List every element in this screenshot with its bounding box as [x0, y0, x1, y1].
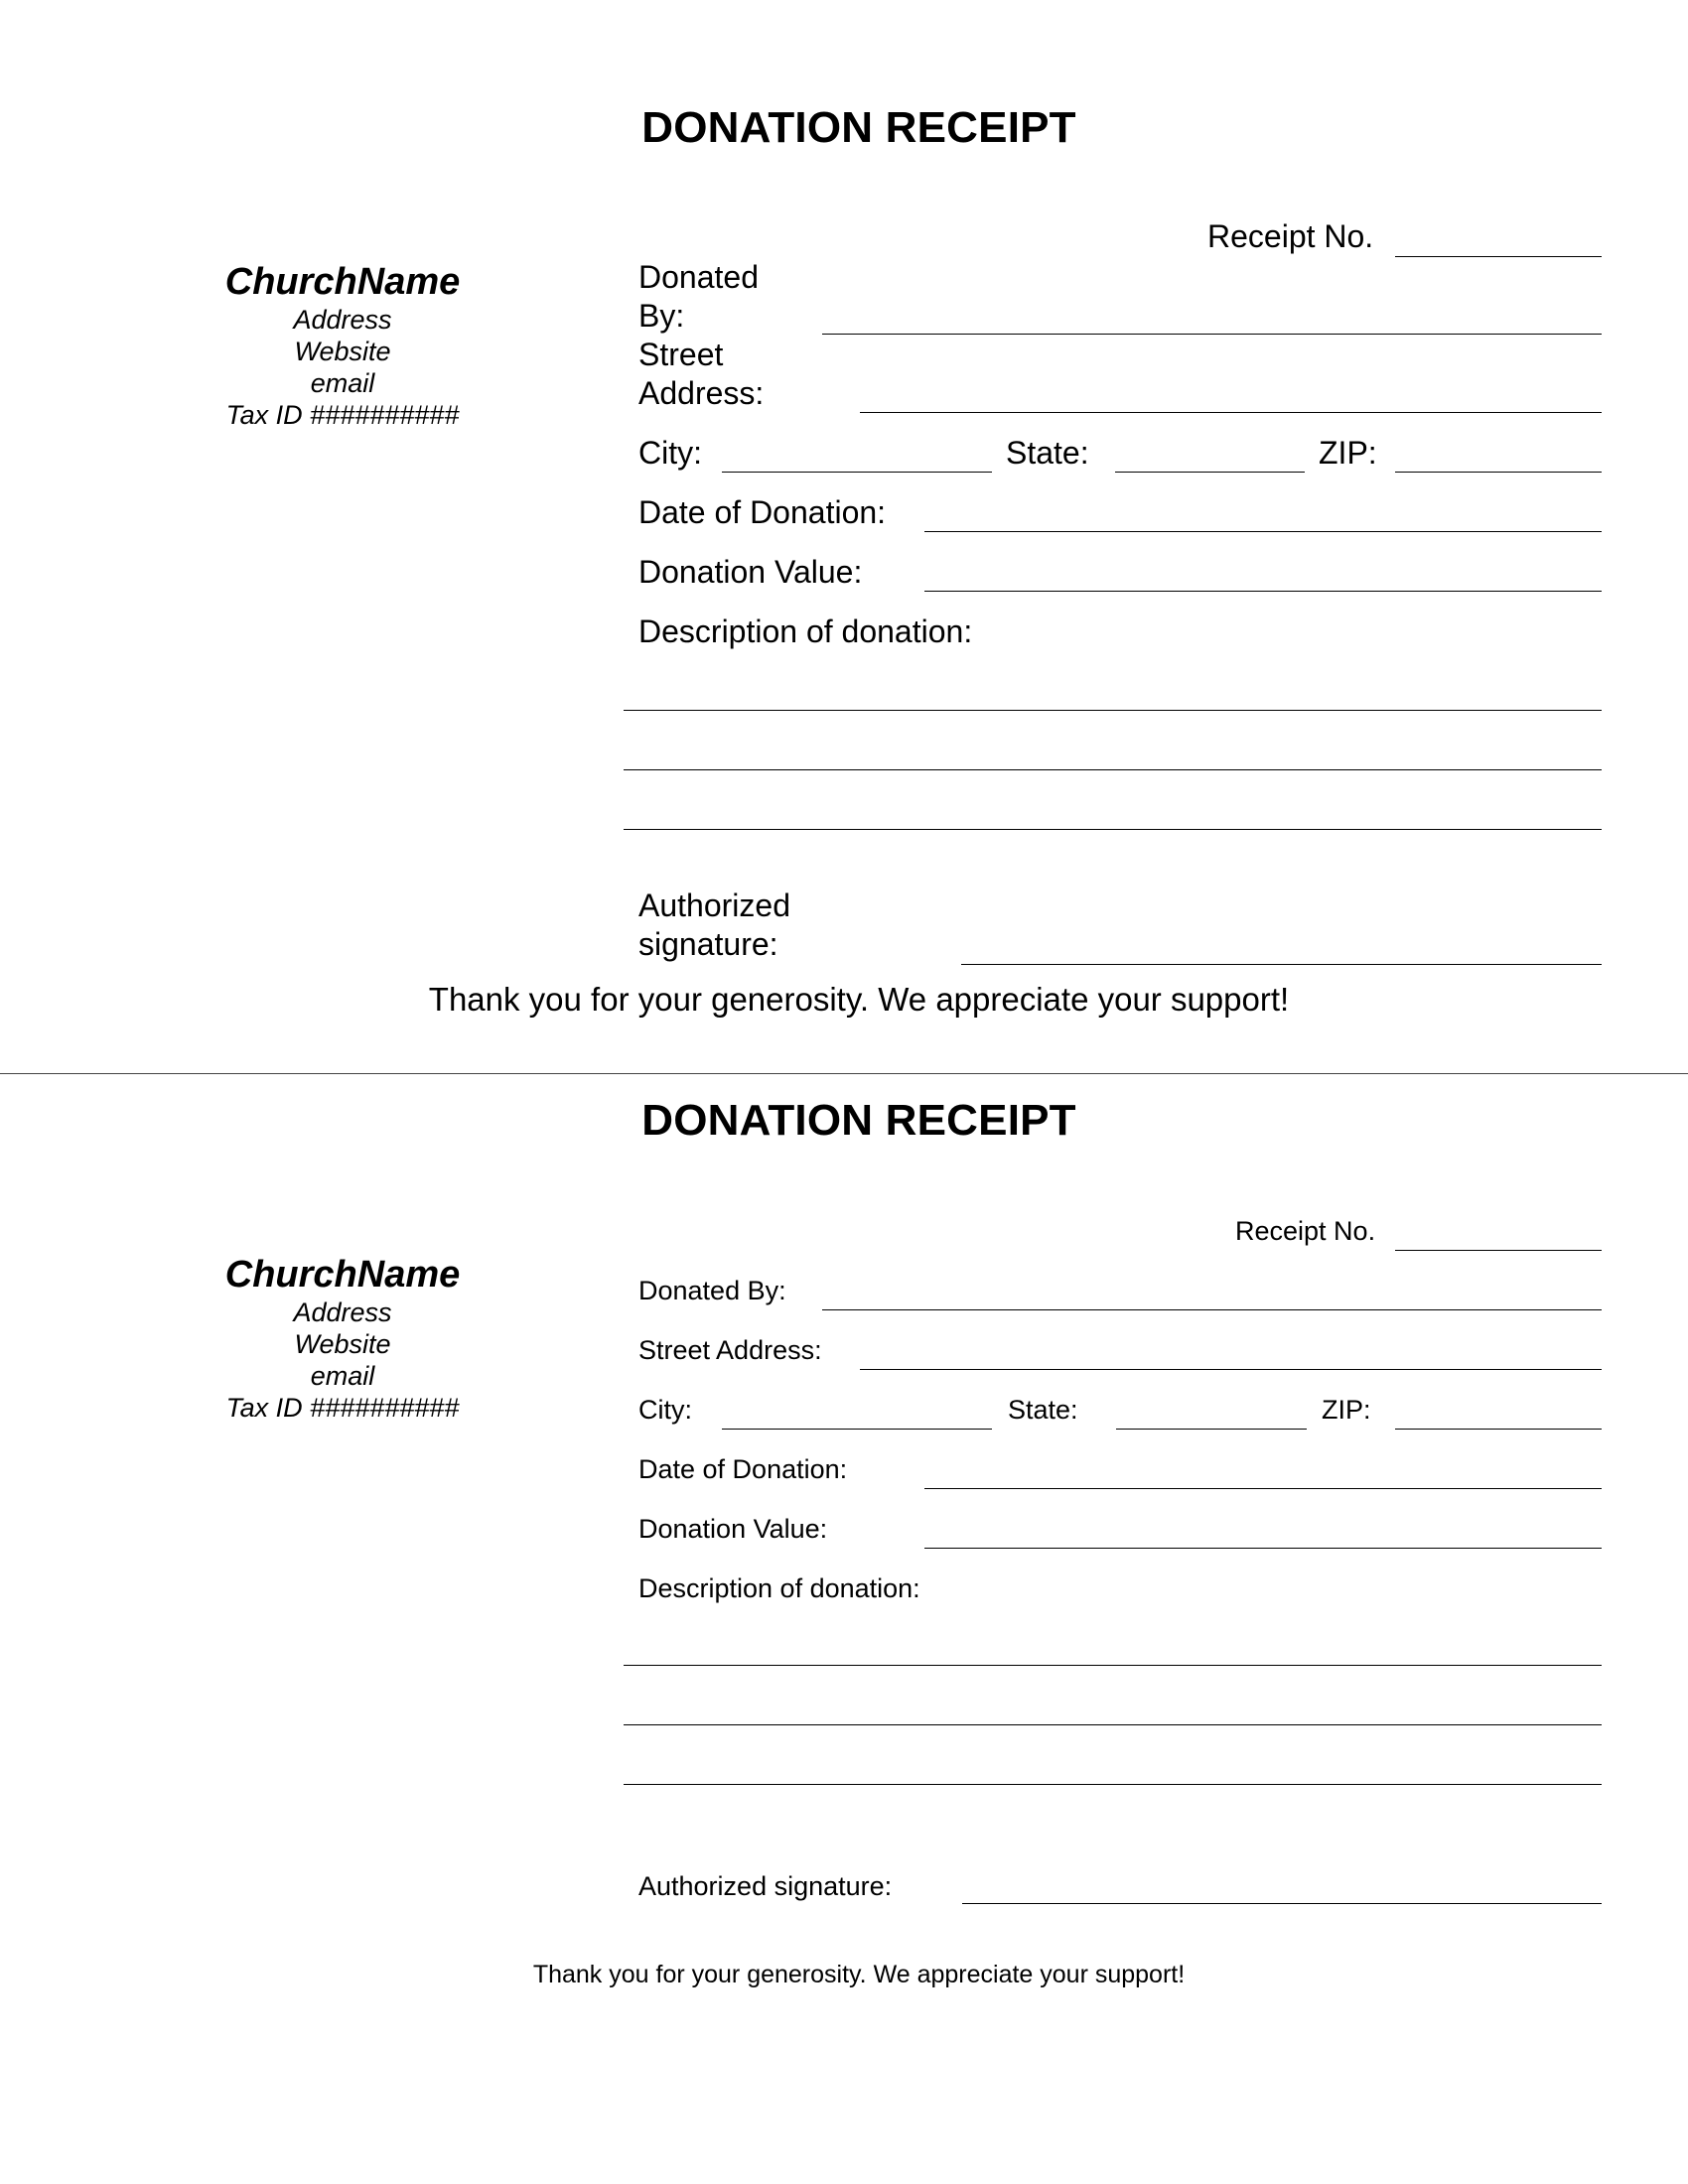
description-line-2[interactable]: [624, 1724, 1602, 1725]
receipt-no-label: Receipt No.: [1235, 1216, 1376, 1246]
date-of-donation-label: Date of Donation:: [638, 1454, 848, 1484]
description-line-1[interactable]: [624, 710, 1602, 711]
signature-label: Authorized signature:: [638, 887, 790, 962]
church-website: Website: [294, 1329, 391, 1359]
receipt-no-field[interactable]: [1395, 256, 1602, 257]
date-of-donation-label: Date of Donation:: [638, 494, 887, 530]
state-label: State:: [1008, 1395, 1078, 1425]
receipt-no-field[interactable]: [1395, 1250, 1602, 1251]
street-address-label: Street Address:: [638, 337, 765, 411]
signature-field[interactable]: [962, 1903, 1602, 1904]
date-of-donation-field[interactable]: [924, 531, 1602, 532]
donated-by-field[interactable]: [822, 334, 1602, 335]
city-field[interactable]: [722, 472, 992, 473]
city-label: City:: [638, 435, 702, 471]
receipt-bottom: [0, 1074, 1688, 2166]
state-field[interactable]: [1115, 472, 1305, 473]
street-address-field[interactable]: [860, 412, 1602, 413]
signature-field[interactable]: [961, 964, 1602, 965]
zip-label: ZIP:: [1322, 1395, 1371, 1425]
signature-label: Authorized signature:: [638, 1871, 893, 1901]
zip-field[interactable]: [1395, 472, 1602, 473]
description-line-1[interactable]: [624, 1665, 1602, 1666]
donated-by-label: Donated By:: [638, 259, 759, 334]
state-field[interactable]: [1116, 1429, 1307, 1430]
zip-label: ZIP:: [1319, 435, 1377, 471]
receipt-no-label: Receipt No.: [1207, 218, 1374, 254]
donated-by-field[interactable]: [822, 1309, 1602, 1310]
date-of-donation-field[interactable]: [924, 1488, 1602, 1489]
church-tax-id: Tax ID ##########: [225, 400, 460, 430]
church-email: email: [310, 1361, 375, 1391]
thank-you-message: Thank you for your generosity. We appreciate your support!: [428, 981, 1290, 1018]
receipt-title: DONATION RECEIPT: [641, 103, 1076, 152]
donated-by-label: Donated By:: [638, 1276, 786, 1305]
donation-value-label: Donation Value:: [638, 1514, 828, 1544]
receipt-title: DONATION RECEIPT: [641, 1096, 1076, 1145]
street-address-label: Street Address:: [638, 1335, 822, 1365]
city-field[interactable]: [722, 1429, 992, 1430]
donation-value-field[interactable]: [924, 591, 1602, 592]
donation-value-label: Donation Value:: [638, 554, 863, 590]
description-line-3[interactable]: [624, 829, 1602, 830]
church-name: ChurchName: [224, 1254, 461, 1296]
church-address: Address: [293, 305, 392, 335]
donation-value-field[interactable]: [924, 1548, 1602, 1549]
street-address-field[interactable]: [860, 1369, 1602, 1370]
church-tax-id: Tax ID ##########: [225, 1393, 460, 1423]
church-name: ChurchName: [224, 261, 461, 303]
church-info: [199, 1253, 487, 1424]
description-line-3[interactable]: [624, 1784, 1602, 1785]
city-label: City:: [638, 1395, 692, 1425]
zip-field[interactable]: [1395, 1429, 1602, 1430]
church-email: email: [310, 368, 375, 398]
description-line-2[interactable]: [624, 769, 1602, 770]
church-address: Address: [293, 1297, 392, 1327]
description-label: Description of donation:: [638, 614, 973, 649]
thank-you-message: Thank you for your generosity. We appreciate your support!: [532, 1961, 1186, 1988]
receipt-top: [0, 0, 1688, 1072]
description-label: Description of donation:: [638, 1573, 920, 1603]
church-website: Website: [294, 337, 391, 366]
state-label: State:: [1006, 435, 1089, 471]
church-info: [199, 260, 487, 431]
